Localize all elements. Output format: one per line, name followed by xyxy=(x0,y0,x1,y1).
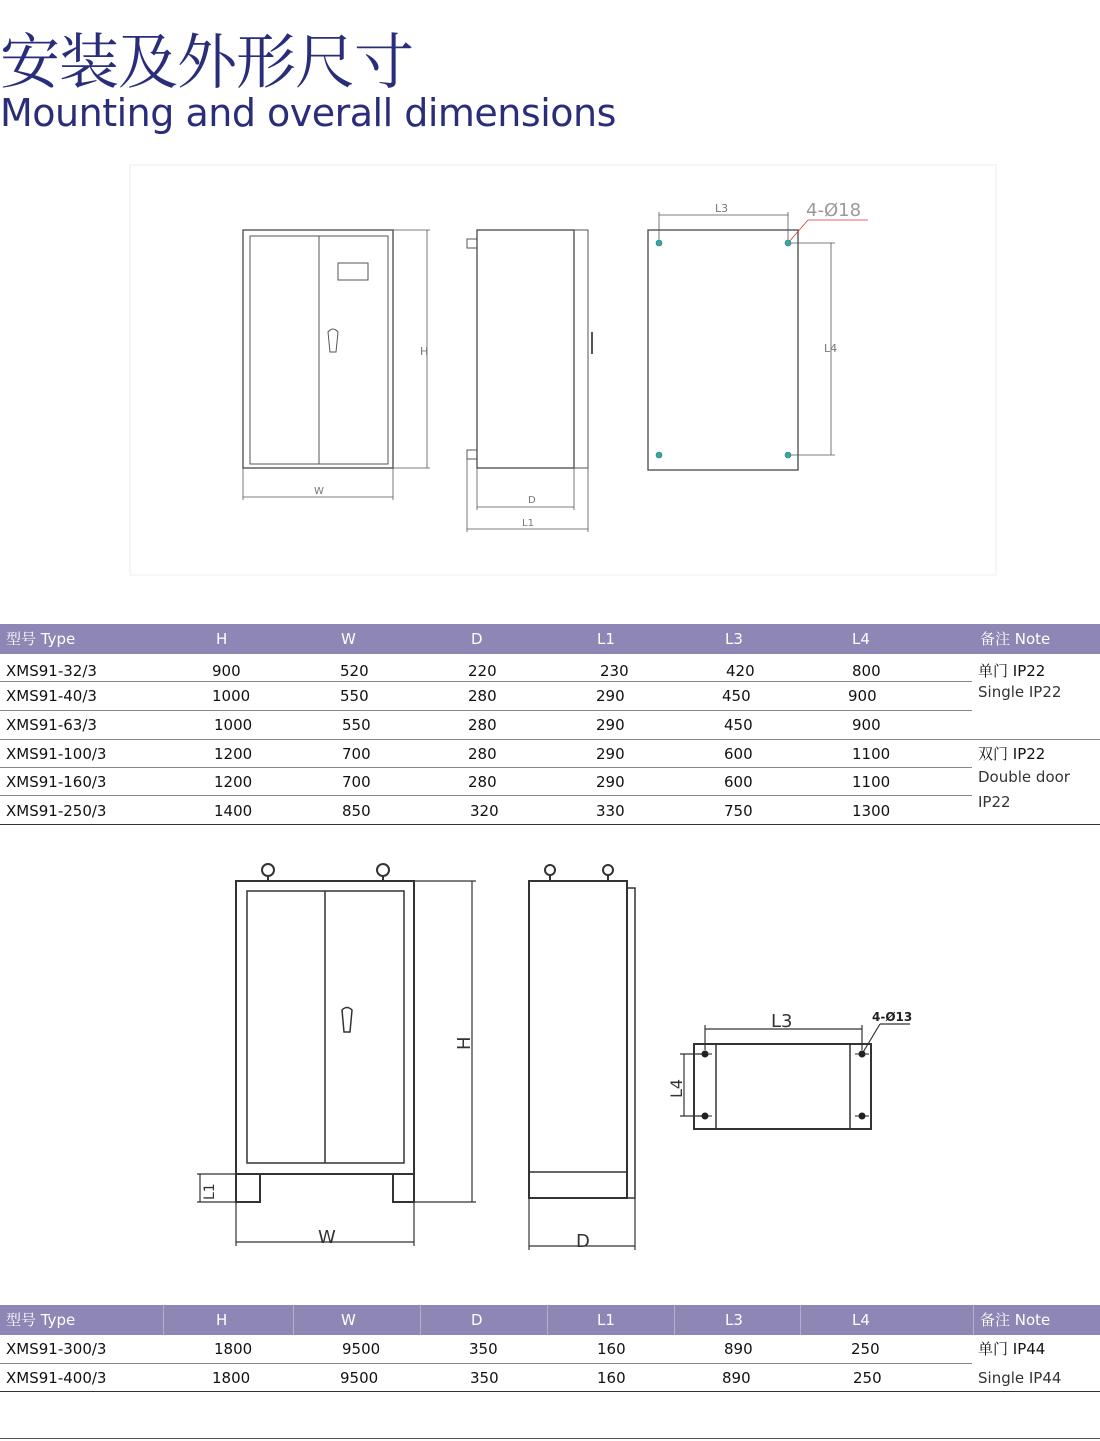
dim-label-d: D xyxy=(528,495,536,506)
cell-w: 700 xyxy=(342,773,371,791)
cell-l4: 900 xyxy=(848,687,877,705)
cell-l4: 900 xyxy=(852,716,881,734)
header-type: 型号 Type xyxy=(6,1311,76,1329)
header-h: H xyxy=(216,630,228,648)
note-single-cn: 单门 IP22 xyxy=(978,662,1046,680)
cell-type: XMS91-160/3 xyxy=(6,773,107,791)
cell-d: 280 xyxy=(468,773,497,791)
cell-h: 1400 xyxy=(214,802,253,820)
cell-h: 1200 xyxy=(214,773,253,791)
hole-spec-label: 4-Ø13 xyxy=(872,1010,913,1024)
cell-l4: 250 xyxy=(853,1369,882,1387)
cell-l3: 600 xyxy=(724,745,753,763)
dim-label-l4: L4 xyxy=(667,1078,686,1098)
cell-l1: 290 xyxy=(596,716,625,734)
header-d: D xyxy=(471,630,483,648)
dim-label-d: D xyxy=(576,1231,590,1252)
header-l4: L4 xyxy=(852,630,870,648)
table-header-row xyxy=(0,1305,1100,1335)
cell-d: 350 xyxy=(470,1369,499,1387)
cell-l1: 230 xyxy=(600,662,629,680)
cell-type: XMS91-100/3 xyxy=(6,745,107,763)
base-footprint-view xyxy=(680,1024,910,1129)
header-l3: L3 xyxy=(725,630,743,648)
header-type: 型号 Type xyxy=(6,630,76,648)
cell-l4: 250 xyxy=(851,1340,880,1358)
dim-label-h: H xyxy=(454,1036,475,1050)
cell-l3: 600 xyxy=(724,773,753,791)
cell-l1: 290 xyxy=(596,773,625,791)
cell-l3: 890 xyxy=(724,1340,753,1358)
page-bottom-rule xyxy=(0,1438,1100,1439)
cell-l4: 1100 xyxy=(852,773,891,791)
header-l3: L3 xyxy=(725,1311,743,1329)
cell-type: XMS91-32/3 xyxy=(6,662,97,680)
cell-d: 280 xyxy=(468,716,497,734)
dim-label-l1: L1 xyxy=(202,1183,218,1200)
back-view-mounting-holes xyxy=(648,212,868,470)
cell-w: 520 xyxy=(340,662,369,680)
cell-d: 280 xyxy=(468,687,497,705)
cell-h: 1800 xyxy=(212,1369,251,1387)
cell-d: 320 xyxy=(470,802,499,820)
header-note: 备注 Note xyxy=(980,630,1051,648)
header-note: 备注 Note xyxy=(980,1311,1051,1329)
cell-l3: 450 xyxy=(722,687,751,705)
note-double-cn: 双门 IP22 xyxy=(978,745,1046,763)
dim-label-l3: L3 xyxy=(715,202,729,215)
header-h: H xyxy=(216,1311,228,1329)
cell-h: 1000 xyxy=(214,716,253,734)
dim-label-w: W xyxy=(318,1227,336,1248)
cell-l3: 750 xyxy=(724,802,753,820)
mounting-hole-markers xyxy=(656,240,791,458)
cell-w: 9500 xyxy=(340,1369,379,1387)
cell-l4: 1300 xyxy=(852,802,891,820)
header-l1: L1 xyxy=(597,1311,615,1329)
spec-table-small-cabinets xyxy=(0,624,1100,826)
cell-type: XMS91-63/3 xyxy=(6,716,97,734)
cell-h: 900 xyxy=(212,662,241,680)
cell-l3: 450 xyxy=(724,716,753,734)
cell-d: 280 xyxy=(468,745,497,763)
header-w: W xyxy=(341,630,356,648)
side-view xyxy=(467,230,592,532)
dim-label-l4: L4 xyxy=(824,342,838,355)
cell-h: 1800 xyxy=(214,1340,253,1358)
note-double-ip: IP22 xyxy=(978,793,1011,811)
table-header-row xyxy=(0,624,1100,654)
cell-type: XMS91-400/3 xyxy=(6,1369,107,1387)
header-l1: L1 xyxy=(597,630,615,648)
cell-h: 1000 xyxy=(212,687,251,705)
dim-label-w: W xyxy=(314,486,324,497)
cell-h: 1200 xyxy=(214,745,253,763)
mounting-hole-markers xyxy=(698,1051,869,1119)
cell-l1: 160 xyxy=(597,1369,626,1387)
note-single-en: Single IP44 xyxy=(978,1369,1062,1387)
cell-l1: 160 xyxy=(597,1340,626,1358)
mounting-drawing-large-cabinets xyxy=(0,850,1100,1260)
dim-label-h: H xyxy=(420,345,429,358)
cell-w: 550 xyxy=(340,687,369,705)
cell-w: 700 xyxy=(342,745,371,763)
cell-w: 9500 xyxy=(342,1340,381,1358)
cell-l3: 890 xyxy=(722,1369,751,1387)
mounting-drawing-2-svg xyxy=(0,850,1100,1260)
page-title-chinese: 安装及外形尺寸 xyxy=(0,28,413,98)
cell-l4: 800 xyxy=(852,662,881,680)
mounting-drawing-1-svg xyxy=(0,160,1100,580)
header-w: W xyxy=(341,1311,356,1329)
mounting-drawing-small-cabinets xyxy=(0,160,1100,580)
side-view xyxy=(529,865,635,1250)
cell-d: 350 xyxy=(469,1340,498,1358)
cell-l1: 290 xyxy=(596,745,625,763)
cell-type: XMS91-40/3 xyxy=(6,687,97,705)
header-l4: L4 xyxy=(852,1311,870,1329)
cell-l1: 330 xyxy=(596,802,625,820)
header-d: D xyxy=(471,1311,483,1329)
hole-spec-label: 4-Ø18 xyxy=(806,200,862,221)
cell-w: 550 xyxy=(342,716,371,734)
cell-w: 850 xyxy=(342,802,371,820)
cell-d: 220 xyxy=(468,662,497,680)
note-single-en: Single IP22 xyxy=(978,683,1062,701)
spec-table-large-cabinets xyxy=(0,1305,1100,1393)
cell-l1: 290 xyxy=(596,687,625,705)
dim-label-l1: L1 xyxy=(522,518,534,529)
cell-type: XMS91-300/3 xyxy=(6,1340,107,1358)
cell-l3: 420 xyxy=(726,662,755,680)
note-single-cn: 单门 IP44 xyxy=(978,1340,1046,1358)
page-title-english: Mounting and overall dimensions xyxy=(0,91,616,135)
note-double-en: Double door xyxy=(978,768,1070,786)
cell-type: XMS91-250/3 xyxy=(6,802,107,820)
front-view-single-door xyxy=(243,230,430,500)
front-view-double-door xyxy=(197,864,476,1246)
dim-label-l3: L3 xyxy=(771,1011,793,1032)
cell-l4: 1100 xyxy=(852,745,891,763)
